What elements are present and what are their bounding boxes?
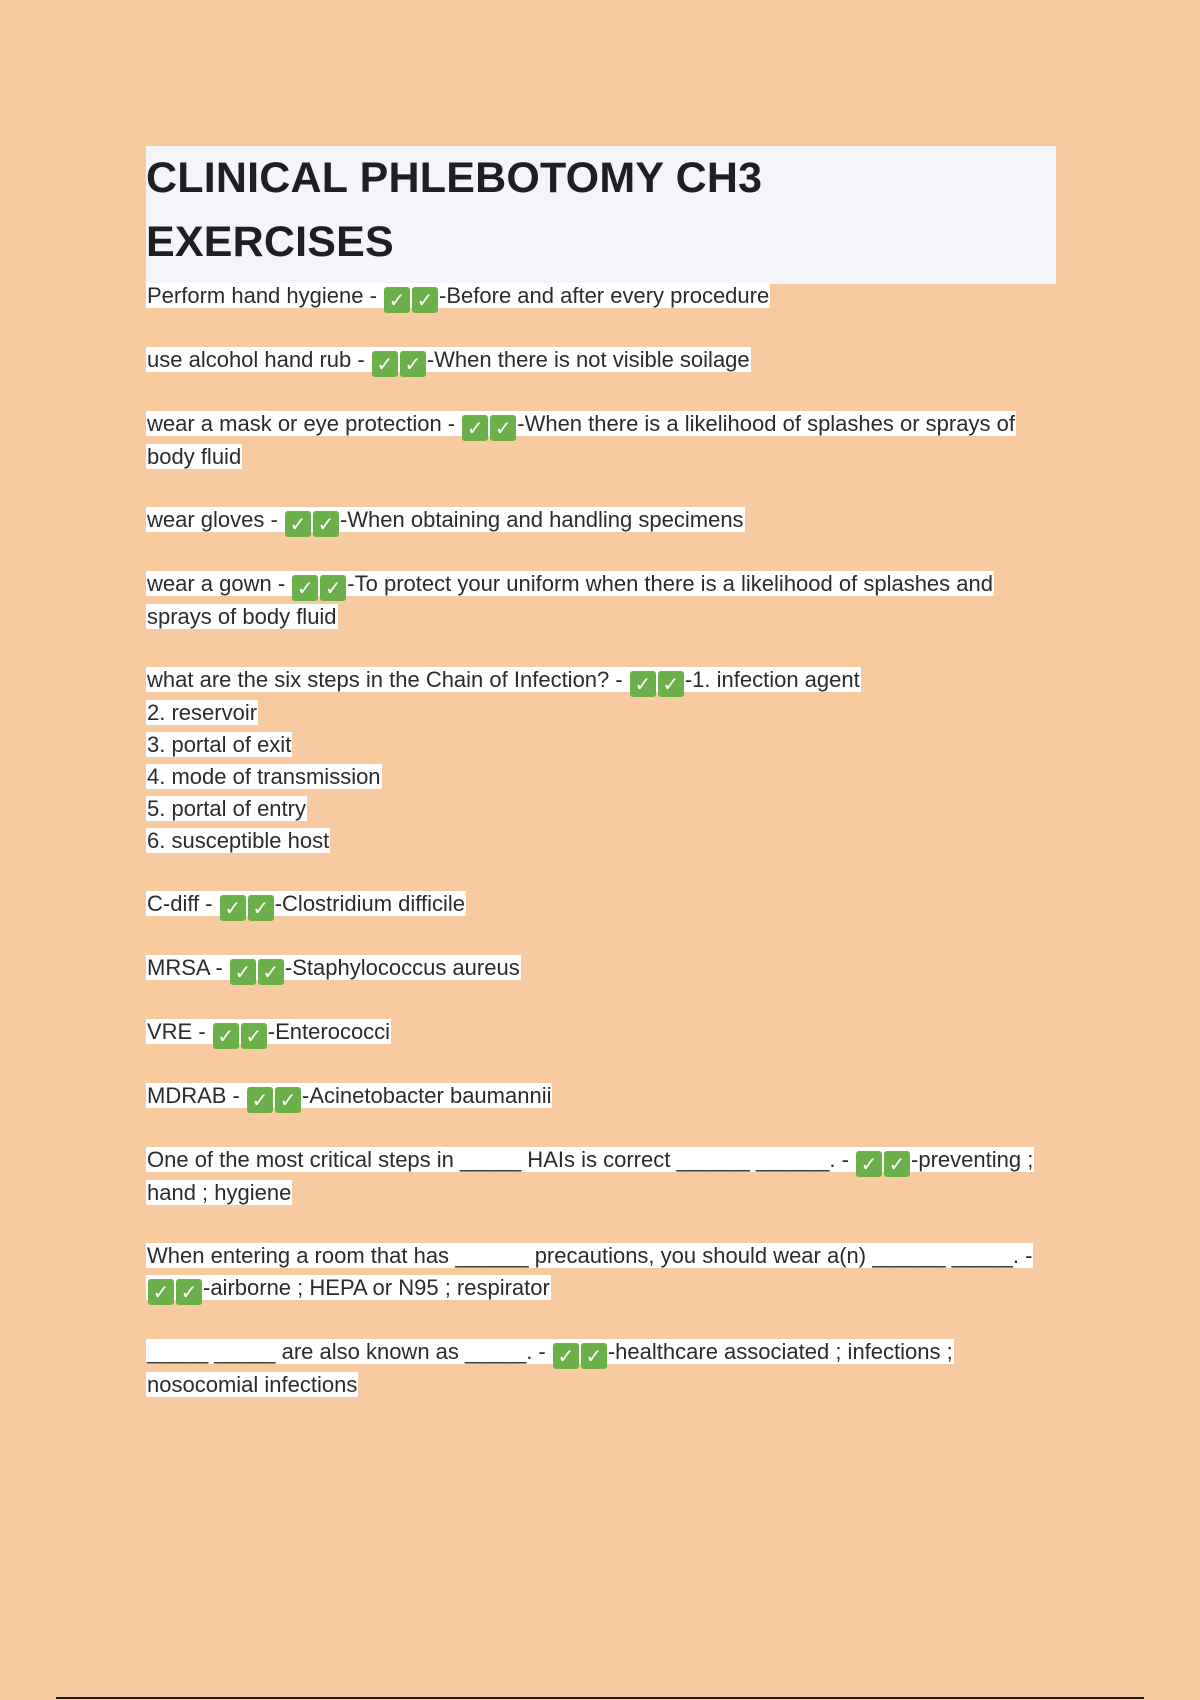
entry-text [146,347,751,376]
check-icon: ✓ [213,1023,239,1049]
entry-6 [146,888,1056,921]
check-icon: ✓ [490,415,516,441]
entry-8 [146,1016,1056,1049]
document-page [146,146,1056,1432]
entry-text [146,667,861,696]
entry-term: wear a mask or eye protection - [147,411,462,436]
check-icon: ✓ [412,287,438,313]
entry-1 [146,344,1056,377]
entry-answer: -1. infection agent [684,667,860,692]
entry-9 [146,1080,1056,1113]
chain-step: 4. mode of transmission [147,764,381,789]
entry-text [146,283,770,312]
entry-term: One of the most critical steps in _____ HAIs is correct ______ ______. - [147,1147,856,1172]
entry-term: use alcohol hand rub - [147,347,371,372]
check-icon: ✓ [220,895,246,921]
entry-term: what are the six steps in the Chain of Infection? - [147,667,629,692]
entry-text [146,571,994,629]
check-icon: ✓ [292,575,318,601]
check-icon: ✓ [248,895,274,921]
entry-answer: -healthcare associated ; infections ; nosocomial infections [147,1339,953,1397]
document-title [146,146,1056,274]
check-icon: ✓ [658,671,684,697]
entry-term: MDRAB - [147,1083,246,1108]
chain-step: 5. portal of entry [147,796,306,821]
check-icon: ✓ [581,1343,607,1369]
entry-text [146,1019,391,1048]
title-line-1: CLINICAL PHLEBOTOMY CH3 [146,154,763,202]
title-line-2: EXERCISES [146,218,394,266]
footer-rule [56,1697,1144,1699]
check-icon: ✓ [230,959,256,985]
title-block [146,146,1056,284]
entry-term: Perform hand hygiene - [147,283,384,308]
entry-3 [146,504,1056,537]
entry-term: wear a gown - [147,571,292,596]
check-icon: ✓ [275,1087,301,1113]
entry-2 [146,408,1056,473]
entry-10 [146,1144,1056,1209]
check-icon: ✓ [553,1343,579,1369]
entry-answer: -When there is a likelihood of splashes or sprays of body fluid [147,411,1015,469]
entry-text [146,1243,1033,1304]
check-icon: ✓ [148,1279,174,1305]
entry-term: When entering a room that has ______ precautions, you should wear a(n) ______ _____. - [147,1243,1033,1268]
check-icon: ✓ [384,287,410,313]
entry-text [146,1339,954,1397]
entry-text [146,955,521,984]
check-icon: ✓ [258,959,284,985]
entry-term: C-diff - [147,891,219,916]
entry-answer: -airborne ; HEPA or N95 ; respirator [203,1275,550,1300]
entry-answer: -When there is not visible soilage [426,347,750,372]
chain-step: 6. susceptible host [147,828,330,853]
check-icon: ✓ [372,351,398,377]
entry-term: wear gloves - [147,507,284,532]
entry-answer: -Before and after every procedure [439,283,770,308]
entry-answer: -preventing ; hand ; hygiene [147,1147,1034,1205]
check-icon: ✓ [176,1279,202,1305]
chain-step: 3. portal of exit [147,732,292,757]
check-icon: ✓ [630,671,656,697]
entry-text [146,1083,552,1112]
entry-answer: -Acinetobacter baumannii [302,1083,552,1108]
entry-answer: -To protect your uniform when there is a likelihood of splashes and sprays of body fluid [147,571,993,629]
entry-4 [146,568,1056,633]
entry-list [146,280,1056,1401]
check-icon: ✓ [400,351,426,377]
entry-0 [146,280,1056,313]
check-icon: ✓ [856,1151,882,1177]
entry-text [146,411,1016,469]
entry-answer: -Staphylococcus aureus [284,955,520,980]
entry-term: VRE - [147,1019,212,1044]
check-icon: ✓ [462,415,488,441]
check-icon: ✓ [285,511,311,537]
entry-12 [146,1336,1056,1401]
check-icon: ✓ [247,1087,273,1113]
entry-5 [146,664,1056,857]
entry-11 [146,1240,1056,1305]
entry-text [146,1147,1034,1205]
entry-7 [146,952,1056,985]
chain-step: 2. reservoir [147,700,258,725]
check-icon: ✓ [884,1151,910,1177]
entry-term: MRSA - [147,955,229,980]
entry-term: _____ _____ are also known as _____. - [147,1339,552,1364]
check-icon: ✓ [313,511,339,537]
entry-answer: -When obtaining and handling specimens [339,507,744,532]
entry-answer: -Clostridium difficile [274,891,466,916]
check-icon: ✓ [320,575,346,601]
entry-text [146,891,466,920]
check-icon: ✓ [241,1023,267,1049]
entry-text [146,507,745,536]
entry-answer: -Enterococci [267,1019,391,1044]
